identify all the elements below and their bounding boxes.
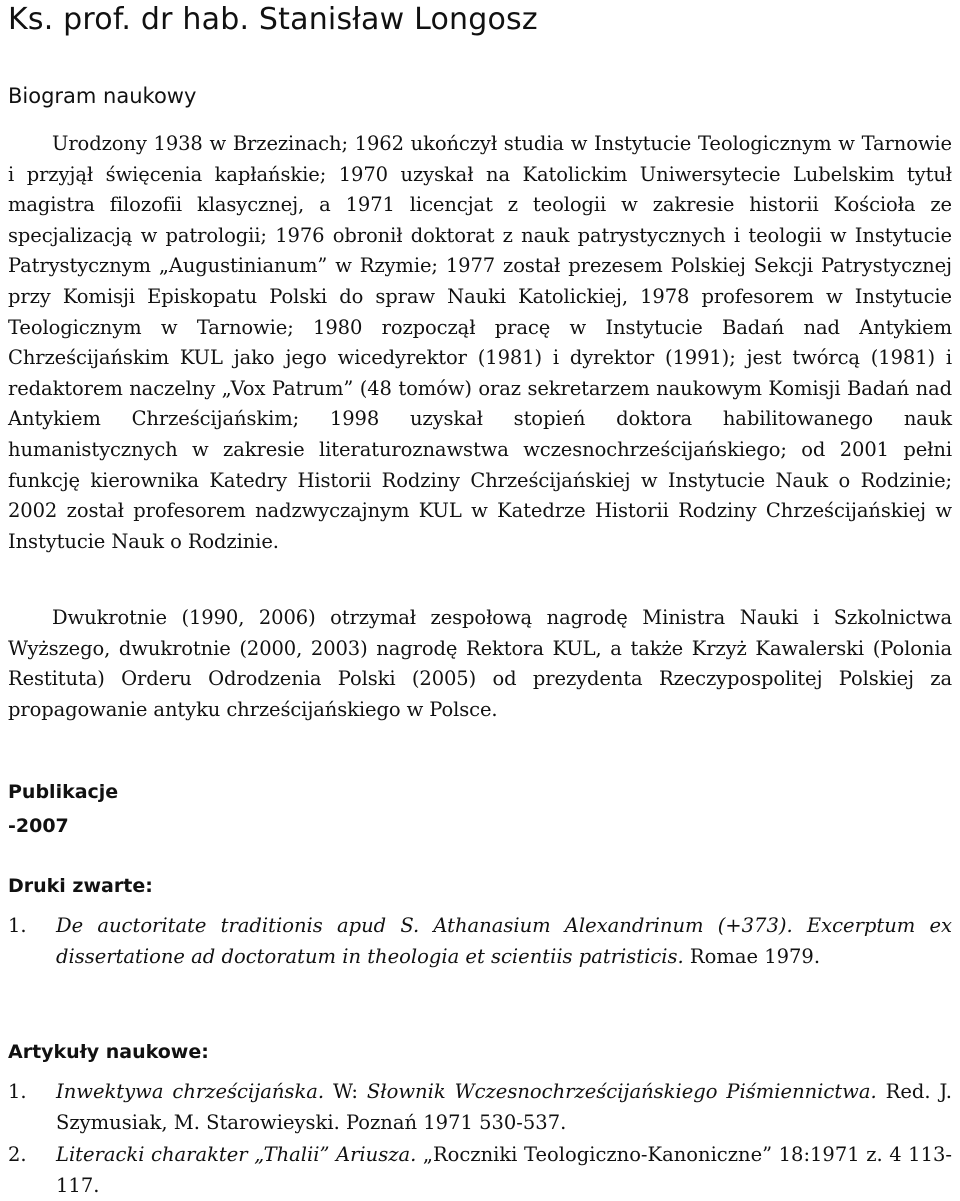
item-number: 1.	[8, 914, 27, 937]
item-title: De auctoritate traditionis apud S. Athanasium Alexandrinum (+373). Excerptum ex dissertatione ad doctoratum in theologia et scientiis patristicis.	[56, 914, 952, 968]
biogram-paragraph-2: Dwukrotnie (1990, 2006) otrzymał zespołową nagrodę Ministra Nauki i Szkolnictwa Wyższego, dwukrotnie (2000, 2003) nagrodę Rektora KUL, a także Krzyż Kawalerski (Polonia Restituta) Orderu Odrodzenia Polski (2005) od prezydenta Rzeczypospolitej Polskiej za propagowanie antyku chrześcijańskiego w Polsce.	[8, 606, 952, 721]
biogram-paragraph-1: Urodzony 1938 w Brzezinach; 1962 ukończył studia w Instytucie Teologicznym w Tarnowie i przyjął święcenia kapłańskie; 1970 uzyskał na Katolickim Uniwersytecie Lubelskim tytuł magistra filozofii klasycznej, a 1971 licencjat z teologii w zakresie historii Kościoła ze specjalizacją w patrologii; 1976 obronił doktorat z nauk patrystycznych i teologii w Instytucie Patrystycznym „Augustinianum” w Rzymie; 1977 został prezesem Polskiej Sekcji Patrystycznej przy Komisji Episkopatu Polski do spraw Nauki Katolickiej, 1978 profesorem w Instytucie Teologicznym w Tarnowie; 1980 rozpoczął pracę w Instytucie Badań nad Antykiem Chrześcijańskim KUL jako jego wicedyrektor (1981) i dyrektor (1991); jest twórcą (1981) i redaktorem naczelny „Vox Patrum” (48 tomów) oraz sekretarzem naukowym Komisji Badań nad Antykiem Chrześcijańskim; 1998 uzyskał stopień doktora habilitowanego nauk humanistycznych w zakresie literaturoznawstwa wczesnochrześcijańskiego; od 2001 pełni funkcję kierownika Katedry Historii Rodziny Chrześcijańskiej w Instytucie Nauk o Rodzinie; 2002 został profesorem nadzwyczajnym KUL w Katedrze Historii Rodziny Chrześcijańskiej w Instytucie Nauk o Rodzinie.	[8, 132, 952, 553]
list-item	[8, 1140, 952, 1201]
artykuly-naukowe-heading: Artykuły naukowe:	[8, 1041, 209, 1063]
list-item	[8, 911, 952, 972]
artykuly-naukowe-list	[8, 1077, 952, 1201]
biogram-heading: Biogram naukowy	[8, 84, 197, 108]
druki-zwarte-heading: Druki zwarte:	[8, 875, 153, 897]
page-title: Ks. prof. dr hab. Stanisław Longosz	[8, 2, 538, 37]
item-title: Literacki charakter „Thalii” Ariusza.	[56, 1143, 417, 1167]
item-connector: W:	[324, 1080, 367, 1103]
item-title: Inwektywa chrześcijańska.	[56, 1080, 325, 1103]
list-item	[8, 1077, 952, 1138]
item-source: Słownik Wczesnochrześcijańskiego Piśmiennictwa.	[366, 1080, 877, 1103]
item-details: Red. J. Szymusiak, M. Starowieyski. Poznań 1971 530-537.	[56, 1080, 952, 1134]
item-details: „Roczniki Teologiczno-Kanoniczne” 18:1971 z. 4 113-117.	[56, 1143, 952, 1197]
publications-heading: Publikacje	[8, 781, 119, 803]
item-number: 2.	[8, 1143, 27, 1167]
druki-zwarte-list	[8, 911, 952, 972]
item-details: Romae 1979.	[683, 944, 821, 968]
item-number: 1.	[8, 1080, 27, 1103]
publications-period: -2007	[8, 815, 69, 837]
